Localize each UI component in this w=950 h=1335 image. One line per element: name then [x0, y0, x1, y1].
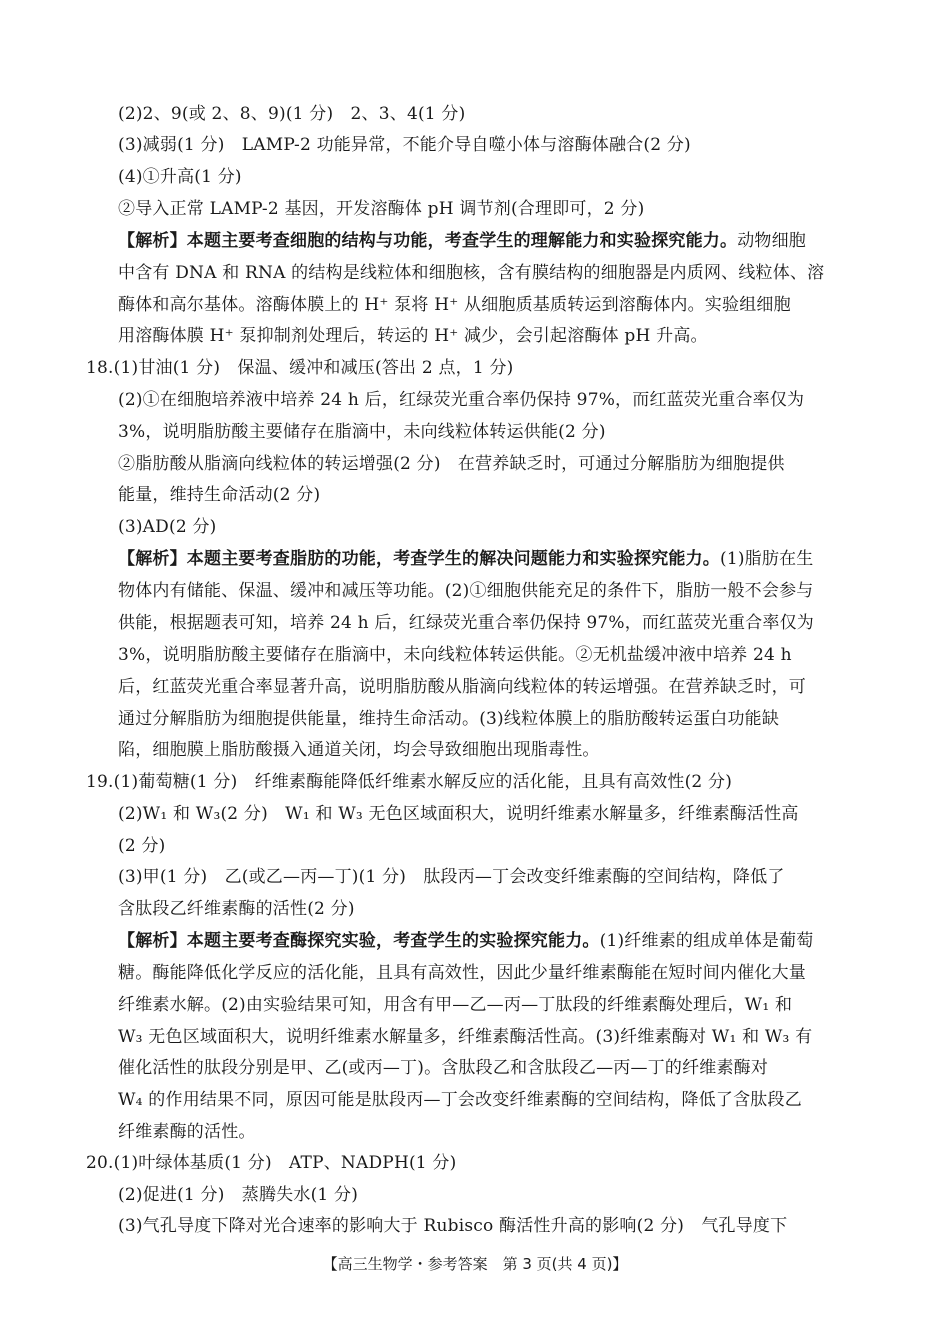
- answer-line: (2)2、9(或 2、8、9)(1 分) 2、3、4(1 分): [118, 104, 466, 124]
- analysis-line: 通过分解脂肪为细胞提供能量，维持生命活动。(3)线粒体膜上的脂肪酸转运蛋白功能缺: [118, 709, 780, 729]
- analysis-line: 【解析】本题主要考查脂肪的功能，考查学生的解决问题能力和实验探究能力。(1)脂肪在生: [118, 549, 814, 569]
- analysis-line: 纤维素酶的活性。: [118, 1122, 256, 1142]
- analysis-line: W₃ 无色区域面积大，说明纤维素水解量多，纤维素酶活性高。(3)纤维素酶对 W₁ 和 W₃ 有: [118, 1027, 813, 1047]
- answer-line: (2)①在细胞培养液中培养 24 h 后，红绿荧光重合率仍保持 97%，而红蓝荧光重合率仅为: [118, 390, 805, 410]
- answer-line: (3)气孔导度下降对光合速率的影响大于 Rubisco 酶活性升高的影响(2 分) 气孔导度下: [118, 1216, 788, 1236]
- question-20-line: 20.(1)叶绿体基质(1 分) ATP、NADPH(1 分): [86, 1153, 457, 1173]
- answer-line: ②导入正常 LAMP-2 基因，开发溶酶体 pH 调节剂(合理即可，2 分): [118, 199, 645, 219]
- answer-line: (2)促进(1 分) 蒸腾失水(1 分): [118, 1185, 359, 1205]
- answer-line: 能量，维持生命活动(2 分): [118, 485, 321, 505]
- analysis-line: 酶体和高尔基体。溶酶体膜上的 H⁺ 泵将 H⁺ 从细胞质基质转运到溶酶体内。实验组细胞: [118, 295, 791, 315]
- answer-line: (4)①升高(1 分): [118, 167, 242, 187]
- answer-line: (3)甲(1 分) 乙(或乙—丙—丁)(1 分) 肽段丙—丁会改变纤维素酶的空间结构，降低了: [118, 867, 785, 887]
- answer-line: (3)减弱(1 分) LAMP-2 功能异常，不能介导自噬小体与溶酶体融合(2 分): [118, 135, 691, 155]
- analysis-line: 供能，根据题表可知，培养 24 h 后，红绿荧光重合率仍保持 97%，而红蓝荧光重合率仅为: [118, 613, 814, 633]
- answer-line: (3)AD(2 分): [118, 517, 217, 537]
- analysis-line: 陷，细胞膜上脂肪酸摄入通道关闭，均会导致细胞出现脂毒性。: [118, 740, 600, 760]
- question-18-line: 18.(1)甘油(1 分) 保温、缓冲和减压(答出 2 点，1 分): [86, 358, 514, 378]
- answer-line: 含肽段乙纤维素酶的活性(2 分): [118, 899, 355, 919]
- analysis-line: 糖。酶能降低化学反应的活化能，且具有高效性，因此少量纤维素酶能在短时间内催化大量: [118, 963, 806, 983]
- analysis-line: 3%，说明脂肪酸主要储存在脂滴中，未向线粒体转运供能。②无机盐缓冲液中培养 24 h: [118, 645, 792, 665]
- question-19-line: 19.(1)葡萄糖(1 分) 纤维素酶能降低纤维素水解反应的活化能，且具有高效性(2 分): [86, 772, 733, 792]
- analysis-heading: 【解析】本题主要考查细胞的结构与功能，考查学生的理解能力和实验探究能力。: [118, 231, 738, 251]
- analysis-line: 中含有 DNA 和 RNA 的结构是线粒体和细胞核，含有膜结构的细胞器是内质网、线粒体、溶: [118, 263, 825, 283]
- analysis-line: 【解析】本题主要考查细胞的结构与功能，考查学生的理解能力和实验探究能力。动物细胞: [118, 231, 807, 251]
- analysis-line: W₄ 的作用结果不同，原因可能是肽段丙—丁会改变纤维素酶的空间结构，降低了含肽段乙: [118, 1090, 802, 1110]
- page-footer: 【高三生物学・参考答案 第 3 页(共 4 页)】: [322, 1255, 628, 1273]
- analysis-line: 催化活性的肽段分别是甲、乙(或丙—丁)。含肽段乙和含肽段乙—丙—丁的纤维素酶对: [118, 1058, 769, 1078]
- analysis-heading: 【解析】本题主要考查脂肪的功能，考查学生的解决问题能力和实验探究能力。: [118, 549, 720, 569]
- answer-line: (2)W₁ 和 W₃(2 分) W₁ 和 W₃ 无色区域面积大，说明纤维素水解量多，纤维素酶活性高: [118, 804, 799, 824]
- analysis-line: 物体内有储能、保温、缓冲和减压等功能。(2)①细胞供能充足的条件下，脂肪一般不会参与: [118, 581, 814, 601]
- analysis-line: 纤维素水解。(2)由实验结果可知，用含有甲—乙—丙—丁肽段的纤维素酶处理后，W₁ 和: [118, 995, 793, 1015]
- answer-line: ②脂肪酸从脂滴向线粒体的转运增强(2 分) 在营养缺乏时，可通过分解脂肪为细胞提供: [118, 454, 785, 474]
- analysis-line: 【解析】本题主要考查酶探究实验，考查学生的实验探究能力。(1)纤维素的组成单体是葡萄: [118, 931, 814, 951]
- analysis-line: 后，红蓝荧光重合率显著升高，说明脂肪酸从脂滴向线粒体的转运增强。在营养缺乏时，可: [118, 677, 806, 697]
- analysis-heading: 【解析】本题主要考查酶探究实验，考查学生的实验探究能力。: [118, 931, 600, 951]
- answer-line: (2 分): [118, 836, 166, 856]
- analysis-line: 用溶酶体膜 H⁺ 泵抑制剂处理后，转运的 H⁺ 减少，会引起溶酶体 pH 升高。: [118, 326, 708, 346]
- answer-line: 3%，说明脂肪酸主要储存在脂滴中，未向线粒体转运供能(2 分): [118, 422, 606, 442]
